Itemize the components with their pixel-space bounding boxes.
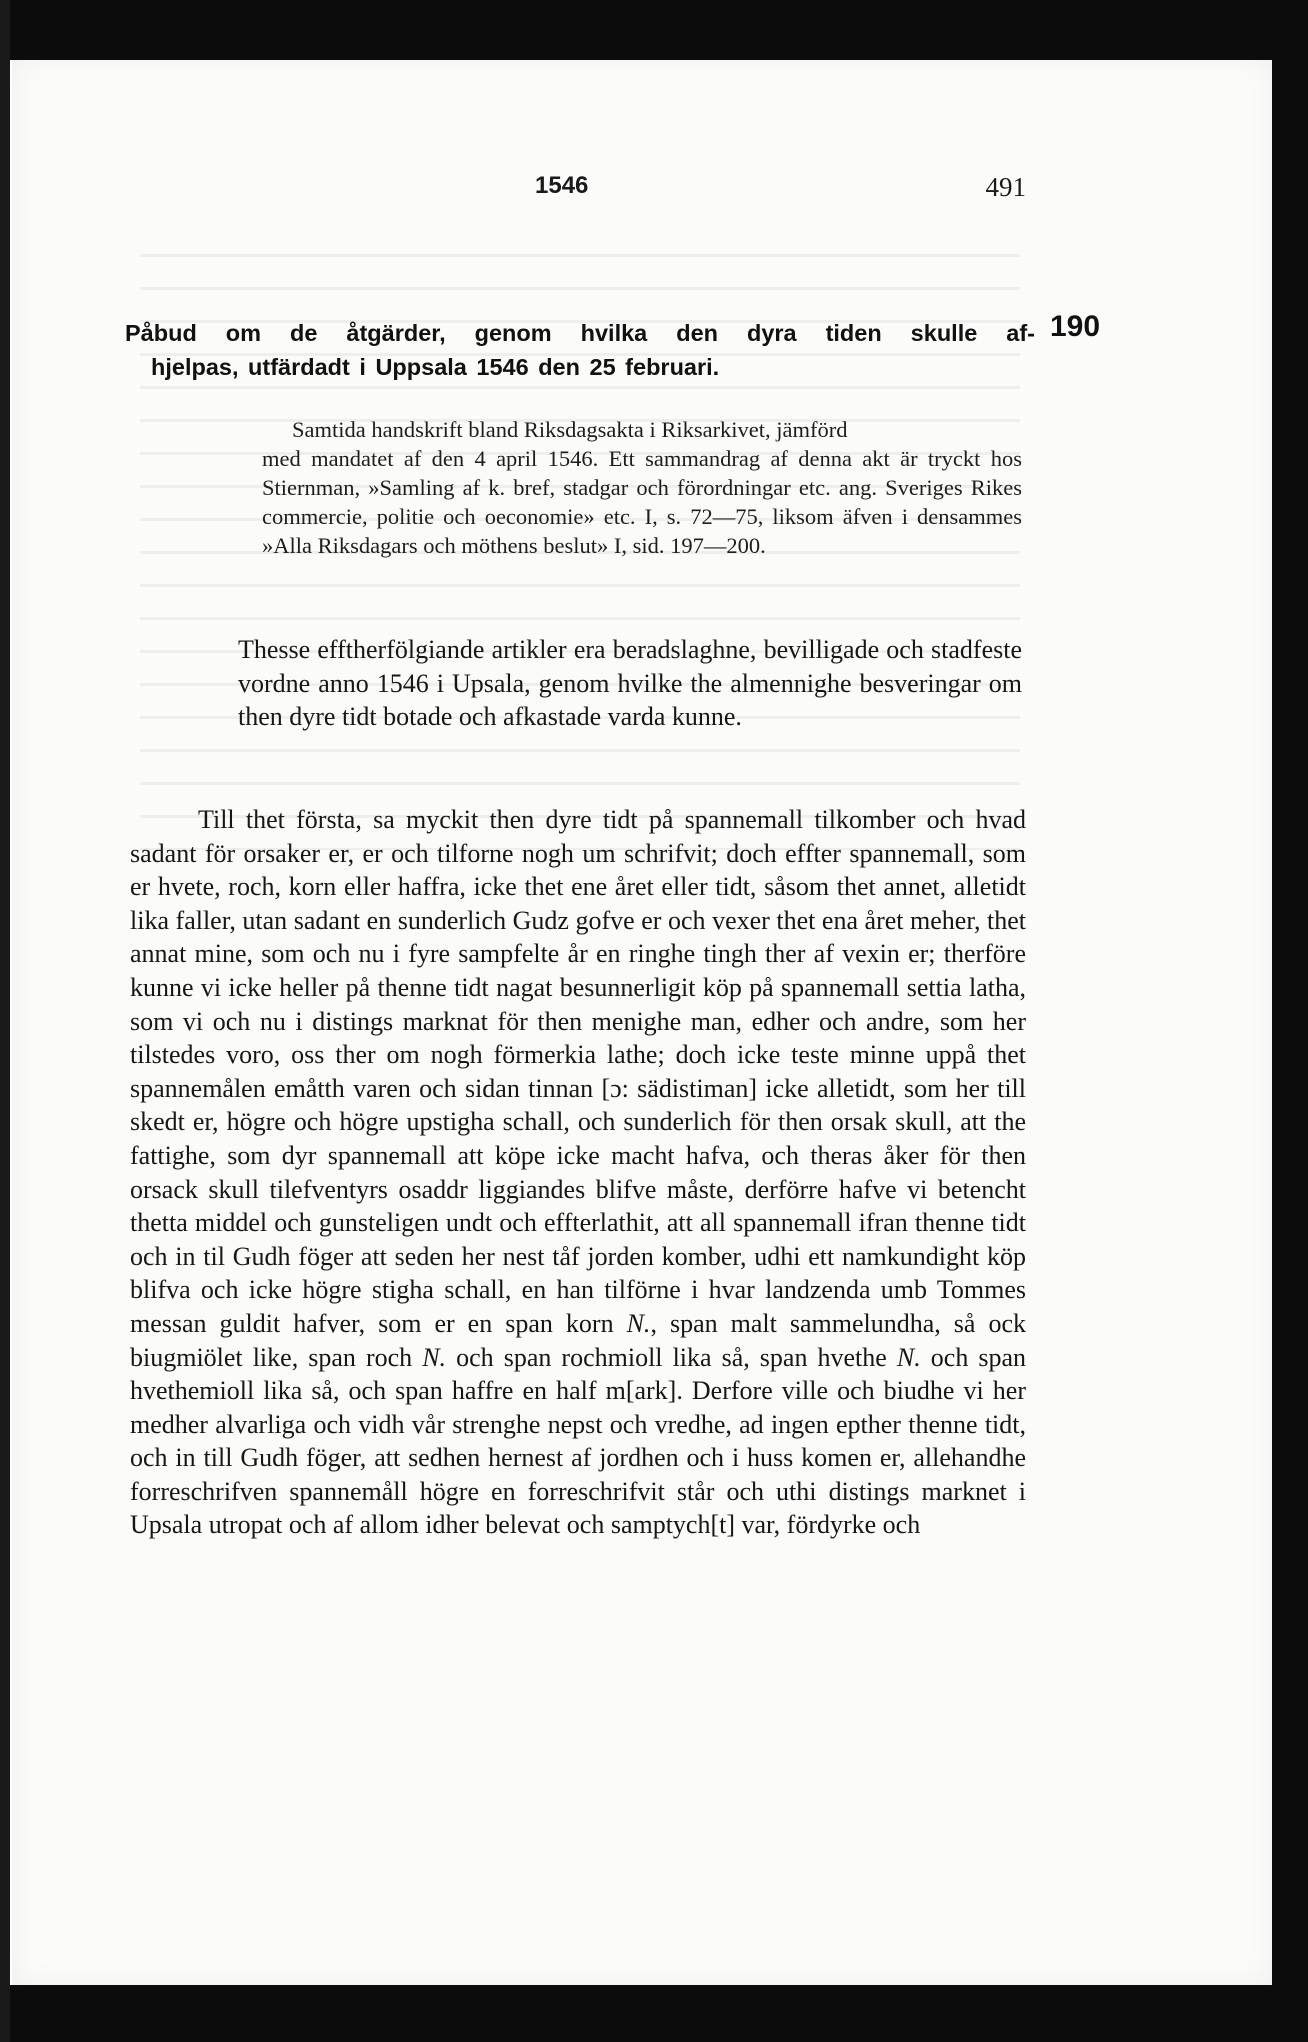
source-note-rest: med mandatet af den 4 april 1546. Ett sammandrag af denna akt är tryckt hos Stiernman, »Samling af k. bref, stadgar och förordningar etc. ang. Sveriges Rikes commercie, politie och oeconomie» etc. I, s. 72—75, liksom äfven i densammes »Alla Riksdagars och möthens beslut» I, sid. 197—200. [262, 446, 1022, 558]
page-number: 491 [985, 172, 1026, 202]
title-line-1: Påbud om de åtgärder, genom hvilka den dyra tiden skulle af- [125, 320, 1035, 346]
document-number: 190 [1050, 310, 1101, 343]
running-head [130, 172, 1026, 208]
body-text-part-2: , span malt sammelundha, så ock biugmiölet like, span roch [130, 1308, 1026, 1372]
placeholder-n-1: N. [626, 1308, 651, 1338]
scan-border-bottom [0, 1985, 1308, 2042]
scan-border-top [0, 0, 1308, 60]
body-text-part-3: och span rochmioll lika så, span hvethe [456, 1342, 887, 1372]
body-text-part-1: Till thet första, sa myckit then dyre tidt på spannemall tilkomber och hvad sadant för orsaker er, er och tilforne nogh um schrifvit; doch effter spannemall, som er hvete, roch, korn eller haffra, icke thet ene året eller tidt, såsom thet annet, alletidt lika faller, utan sadant en sunderlich Gudz gofve er och vexer thet ena året meher, thet annat mine, som och nu i fyre sampfelte år en ringhe tingh ther af vexin er; therföre kunne vi icke heller på thenne tidt nagat besunnerligit köp på spannemall settia latha, som vi och nu i distings marknat för then menighe man, edher och andre, som her tilstedes voro, oss ther om nogh förmerkia lathe; doch icke teste minne uppå thet spannemålen emåtth varen och sidan tinnan [ɔ: sädistiman] icke alletidt, som her till skedt er, högre och högre upstigha schall, och sunderlich för then orsak skull, att the fattighe, som dyr spannemall att köpe icke macht hafva, och theras åker för then orsack skull tilefventyrs osaddr liggiandes blifve måste, derförre hafve vi betencht thetta middel och gunsteligen undt och effterlathit, att all spannemall ifran thenne tidt och in til Gudh föger att seden her nest tåf jorden komber, udhi ett namkundight köp blifva och icke högre stigha schall, en han tilförne i hvar landzenda umb Tommes messan guldit hafver, som er en span korn [130, 805, 1026, 1338]
body-text-part-4: och span hvethemioll lika så, och span haffre en half m[ark]. Derfore ville och biudhe vi her medher alvarliga och vidh vår strenghe nepst och vredhe, ad ingen epther thenne tidt, och in till Gudh föger, att sedhen hernest af jordhen och i huss komen er, allehandhe forreschrifven spannemåll högre en forreschrifvit står och uthi distings marknet i Upsala utropat och af allom idher belevat och samptych[t] var, fördyrke och [130, 1342, 1027, 1540]
placeholder-n-3: N. [896, 1342, 921, 1372]
source-note-first-line: Samtida handskrift bland Riksdagsakta i Riksarkivet, jämförd [292, 417, 848, 442]
body-paragraph [130, 803, 1026, 1542]
placeholder-n-2: N. [422, 1342, 447, 1372]
document-title [125, 316, 1035, 384]
source-note [262, 415, 1022, 560]
intro-text: Thesse efftherfölgiande artikler era beradslaghne, bevilligade och stadfeste vordne anno 1546 i Upsala, genom hvilke the almennighe besveringar om then dyre tidt botade och afkastade varda kunne. [238, 635, 1022, 731]
title-line-2: hjelpas, utfärdadt i Uppsala 1546 den 25 februari. [151, 354, 720, 380]
year-heading: 1546 [535, 172, 589, 199]
scan-border-left [0, 0, 10, 2042]
intro-paragraph [238, 633, 1022, 734]
scan-border-right [1272, 0, 1308, 2042]
